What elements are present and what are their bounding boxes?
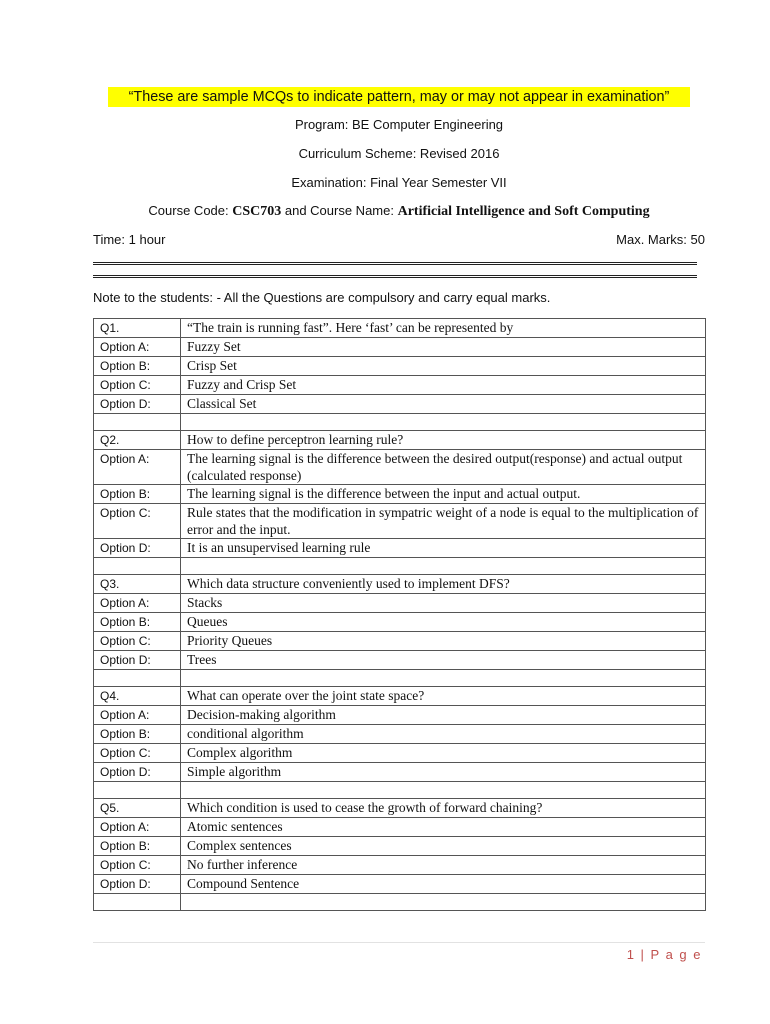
spacer-cell [94,414,181,431]
question-number: Q2. [94,431,181,450]
question-number: Q1. [94,319,181,338]
student-note: Note to the students: - All the Questions are compulsory and carry equal marks. [93,290,551,305]
mcq-table [93,318,706,911]
option-text: Priority Queues [181,632,706,651]
option-label: Option C: [94,744,181,763]
option-text: Queues [181,613,706,632]
option-label: Option A: [94,450,181,485]
page-separator: | [635,947,651,962]
option-row [94,763,706,782]
option-text: Complex sentences [181,837,706,856]
spacer-row [94,670,706,687]
option-label: Option A: [94,594,181,613]
option-label: Option B: [94,613,181,632]
spacer-cell [94,558,181,575]
option-label: Option D: [94,539,181,558]
spacer-cell [94,782,181,799]
page-label: P a g e [650,947,702,962]
option-text: No further inference [181,856,706,875]
page-number: 1 [626,947,636,962]
spacer-row [94,414,706,431]
option-row [94,651,706,670]
option-label: Option A: [94,818,181,837]
option-text: Fuzzy Set [181,338,706,357]
question-row [94,319,706,338]
course-line [92,202,706,221]
question-number: Q4. [94,687,181,706]
option-text: Decision-making algorithm [181,706,706,725]
option-row [94,357,706,376]
spacer-cell [94,670,181,687]
option-row [94,594,706,613]
spacer-row [94,782,706,799]
program-line: Program: BE Computer Engineering [294,117,504,132]
option-row [94,744,706,763]
option-label: Option C: [94,504,181,539]
option-row [94,376,706,395]
option-label: Option C: [94,376,181,395]
option-row [94,875,706,894]
spacer-cell [181,558,706,575]
option-row [94,632,706,651]
option-text: Stacks [181,594,706,613]
time-label: Time: 1 hour [93,232,166,247]
option-row [94,818,706,837]
option-row [94,450,706,485]
question-text: How to define perceptron learning rule? [181,431,706,450]
option-text: Fuzzy and Crisp Set [181,376,706,395]
option-label: Option A: [94,338,181,357]
max-marks-label: Max. Marks: 50 [616,232,705,247]
spacer-cell [181,670,706,687]
option-label: Option C: [94,856,181,875]
scheme-line: Curriculum Scheme: Revised 2016 [298,146,500,161]
option-text: Crisp Set [181,357,706,376]
option-text: Classical Set [181,395,706,414]
question-text: What can operate over the joint state space? [181,687,706,706]
option-row [94,338,706,357]
option-text: Rule states that the modification in sympatric weight of a node is equal to the multiplication of error and the input. [181,504,706,539]
option-text: Compound Sentence [181,875,706,894]
examination-line: Examination: Final Year Semester VII [291,175,507,190]
spacer-row [94,558,706,575]
footer-rule [93,942,705,943]
question-number: Q3. [94,575,181,594]
option-text: Trees [181,651,706,670]
option-row [94,725,706,744]
option-label: Option C: [94,632,181,651]
option-row [94,504,706,539]
page-footer [627,946,702,964]
option-row [94,706,706,725]
option-text: conditional algorithm [181,725,706,744]
option-text: It is an unsupervised learning rule [181,539,706,558]
option-label: Option B: [94,357,181,376]
spacer-cell [94,894,181,911]
option-row [94,395,706,414]
option-text: Complex algorithm [181,744,706,763]
course-code-label: Course Code: [148,203,233,218]
question-row [94,431,706,450]
option-label: Option D: [94,651,181,670]
spacer-cell [181,782,706,799]
course-code: CSC703 [232,204,282,219]
spacer-cell [181,894,706,911]
option-label: Option B: [94,485,181,504]
option-label: Option D: [94,875,181,894]
option-text: The learning signal is the difference between the desired output(response) and actual output (calculated response) [181,450,706,485]
option-label: Option D: [94,395,181,414]
question-text: Which condition is used to cease the growth of forward chaining? [181,799,706,818]
course-name: Artificial Intelligence and Soft Computing [397,204,650,219]
question-number: Q5. [94,799,181,818]
option-row [94,837,706,856]
option-label: Option D: [94,763,181,782]
question-row [94,799,706,818]
option-label: Option B: [94,837,181,856]
option-text: The learning signal is the difference between the input and actual output. [181,485,706,504]
disclaimer-banner: “These are sample MCQs to indicate pattern, may or may not appear in examination” [108,87,690,107]
option-row [94,485,706,504]
option-text: Atomic sentences [181,818,706,837]
option-row [94,856,706,875]
option-text: Simple algorithm [181,763,706,782]
option-label: Option B: [94,725,181,744]
question-row [94,687,706,706]
question-text: Which data structure conveniently used to implement DFS? [181,575,706,594]
option-row [94,613,706,632]
spacer-cell [181,414,706,431]
question-row [94,575,706,594]
question-text: “The train is running fast”. Here ‘fast’ can be represented by [181,319,706,338]
option-label: Option A: [94,706,181,725]
option-row [94,539,706,558]
divider-line [93,262,697,278]
course-name-label: and Course Name: [281,203,398,218]
spacer-row [94,894,706,911]
